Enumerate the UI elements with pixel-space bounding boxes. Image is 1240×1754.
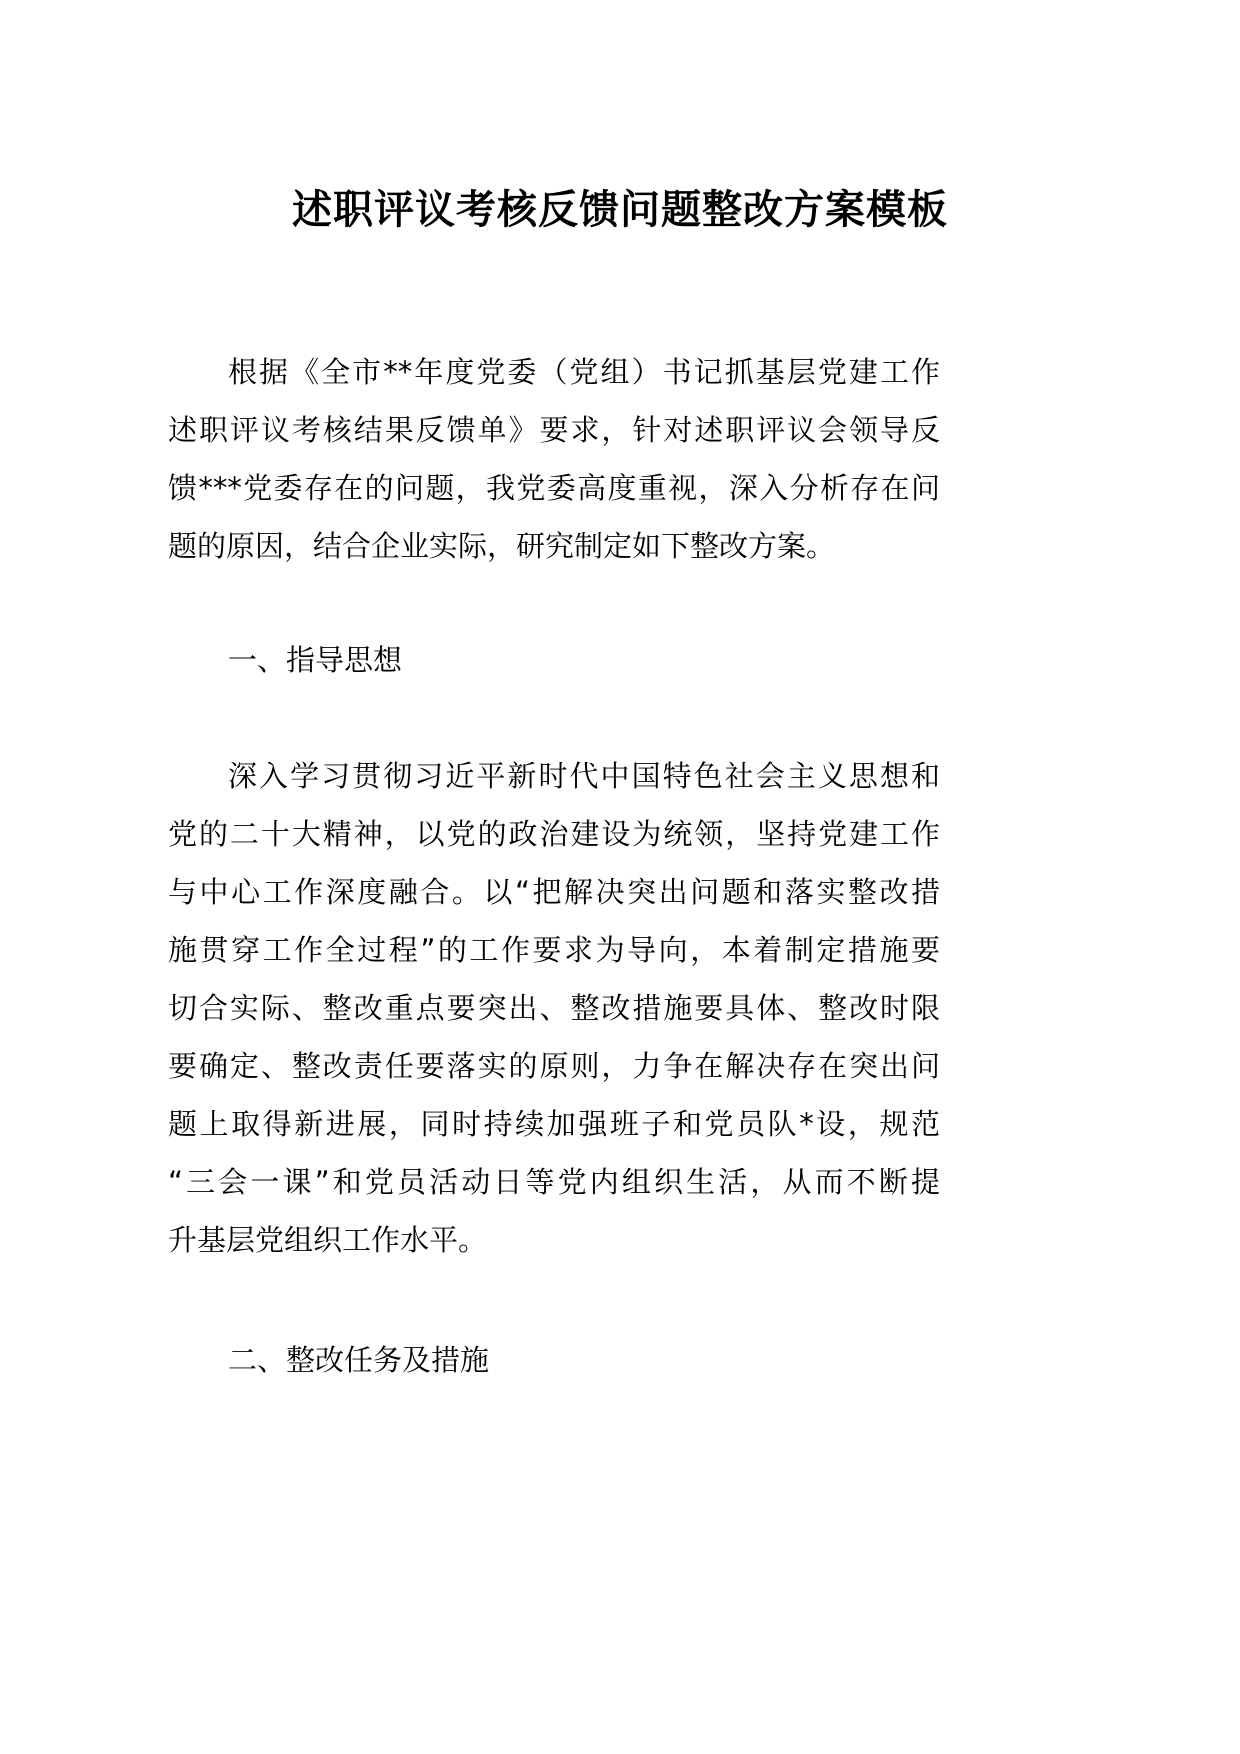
paragraph-line: 题上取得新进展，同时持续加强班子和党员队*设，规范 <box>168 1107 940 1141</box>
intro-paragraph <box>168 343 940 575</box>
guiding-ideology-paragraph <box>168 747 940 1269</box>
paragraph-line: 题的原因，结合企业实际，研究制定如下整改方案。 <box>168 529 836 563</box>
paragraph-line: 馈***党委存在的问题，我党委高度重视，深入分析存在问 <box>168 471 940 505</box>
paragraph-line: 根据《全市**年度党委（党组）书记抓基层党建工作 <box>228 355 940 389</box>
paragraph-line: 述职评议考核结果反馈单》要求，针对述职评议会领导反 <box>168 413 940 447</box>
paragraph-line: 党的二十大精神，以党的政治建设为统领，坚持党建工作 <box>168 817 940 851</box>
paragraph-line: 升基层党组织工作水平。 <box>168 1223 488 1257</box>
paragraph-line: 要确定、整改责任要落实的原则，力争在解决存在突出问 <box>168 1049 940 1083</box>
paragraph-line: 施贯穿工作全过程”的工作要求为导向，本着制定措施要 <box>168 933 940 967</box>
paragraph-line: 深入学习贯彻习近平新时代中国特色社会主义思想和 <box>228 759 940 793</box>
document-title: 述职评议考核反馈问题整改方案模板 <box>292 187 948 233</box>
paragraph-line: 切合实际、整改重点要突出、整改措施要具体、整改时限 <box>168 991 940 1025</box>
paragraph-line: 与中心工作深度融合。以“把解决突出问题和落实整改措 <box>168 875 940 909</box>
section-heading-guiding-ideology: 一、指导思想 <box>228 643 403 677</box>
section-heading-rectification-tasks: 二、整改任务及措施 <box>228 1343 490 1377</box>
paragraph-line: “三会一课”和党员活动日等党内组织生活，从而不断提 <box>168 1165 940 1199</box>
